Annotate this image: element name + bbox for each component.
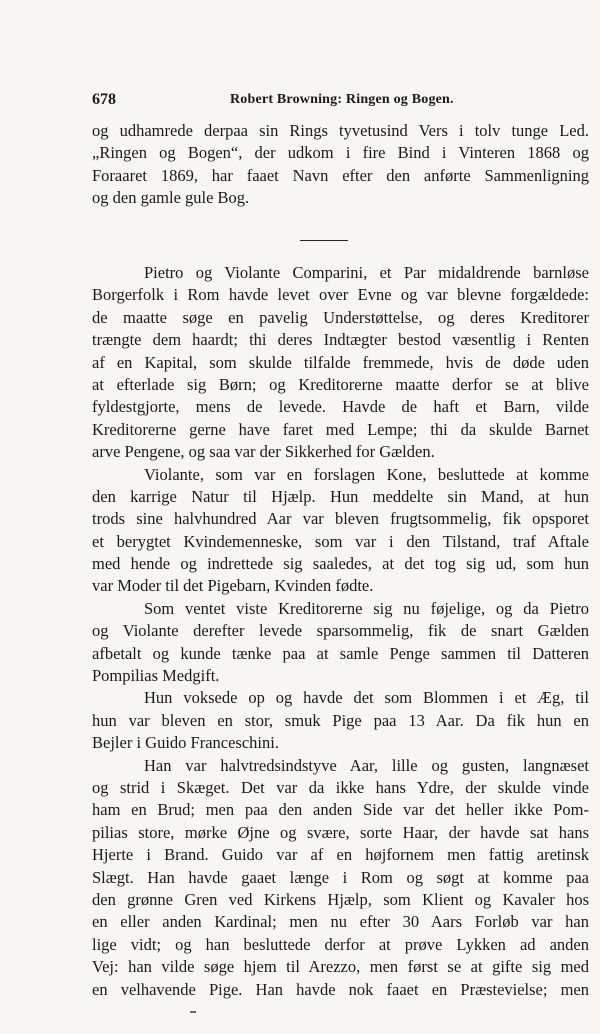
text-line: at efterlade sig Børn; og Kreditorerne maatte derfor se at blive [92,374,589,394]
page-header [92,91,587,111]
text-line: Kreditorerne gerne have faret med Lempe; thi da skulde Barnet [92,419,589,439]
text-line: trods sine halvhundred Aar var bleven frugtsommelig, fik opsporet [92,509,589,529]
text-line: en velhavende Pige. Han havde nok faaet en Præstevielse; men [92,979,589,999]
text-line: Violante, som var en forslagen Kone, besluttede at komme [144,464,589,484]
text-line: fyldestgjorte, mens de levede. Havde de haft et Barn, vilde [92,397,589,417]
text-line: Borgerfolk i Rom havde levet over Evne og var blevne forgældede: [92,285,589,305]
text-line: Som ventet viste Kreditorerne sig nu føjelige, og da Pietro [144,598,589,618]
intro-paragraph [92,120,589,210]
text-line: Hun voksede op og havde det som Blommen i et Æg, til [144,688,589,708]
running-title: Robert Browning: Ringen og Bogen. [230,92,454,107]
text-line: den grønne Gren ved Kirkens Hjælp, som Klient og Kavaler hos [92,889,589,909]
text-line: med hende og indrettede sig saaledes, at det tog sig ud, som hun [92,554,589,574]
text-line: et berygtet Kvindemenneske, som var i den Tilstand, traf Aftale [92,531,589,551]
text-line: af en Kapital, som skulde tilfalde fremmede, hvis de døde uden [92,352,589,372]
text-line: og strid i Skæget. Det var da ikke hans Ydre, der skulde vinde [92,777,589,797]
text-line: en eller anden Kardinal; men nu efter 30 Aars Forløb var han [92,912,589,932]
text-line: arve Pengene, og saa var der Sikkerhed for Gælden. [92,442,435,462]
text-line: Vej: han vilde søge hjem til Arezzo, men først se at gifte sig med [92,957,589,977]
text-line: Pompilias Medgift. [92,666,220,686]
text-line: og den gamle gule Bog. [92,188,250,208]
text-line: de maatte søge en pavelig Understøttelse, og deres Kreditorer [92,307,589,327]
text-line: Han var halvtredsindstyve Aar, lille og gusten, langnæset [144,755,589,775]
text-line: ham en Brud; men paa den anden Side var det heller ikke Pom- [92,800,589,820]
text-line: trængte dem haardt; thi deres Indtægter bestod væsentlig i Renten [92,330,589,350]
print-mark [190,1011,196,1013]
body-text [92,262,589,1001]
text-line: pilias store, mørke Øjne og svære, sorte Haar, der havde sat hans [92,822,589,842]
text-line: den karrige Natur til Hjælp. Hun meddelte sin Mand, at hun [92,486,589,506]
text-line: hun var bleven en stor, smuk Pige paa 13 Aar. Da fik hun en [92,710,589,730]
text-line: og udhamrede derpaa sin Rings tyvetusind Vers i tolv tunge Led. [92,121,589,140]
text-line: var Moder til det Pigebarn, Kvinden fødte. [92,576,374,596]
text-line: Hjerte i Brand. Guido var af en højfornem men fattig aretinsk [92,845,589,865]
text-line: og Violante derefter levede sparsommelig, fik de snart Gælden [92,621,589,641]
text-line: Pietro og Violante Comparini, et Par midaldrende barnløse [144,263,589,282]
text-line: „Ringen og Bogen“, der udkom i fire Bind i Vinteren 1868 og [92,143,589,163]
text-line: afbetalt og kunde tænke paa at samle Penge sammen til Datteren [92,643,589,663]
text-line: Bejler i Guido Franceschini. [92,733,279,753]
text-line: Slægt. Han havde gaaet længe i Rom og søgt at komme paa [92,867,589,887]
section-divider [300,240,348,241]
page-number: 678 [92,91,116,108]
text-line: lige vidt; og han besluttede derfor at prøve Lykken ad anden [92,934,589,954]
text-line: Foraaret 1869, har faaet Navn efter den anførte Sammenligning [92,165,589,185]
